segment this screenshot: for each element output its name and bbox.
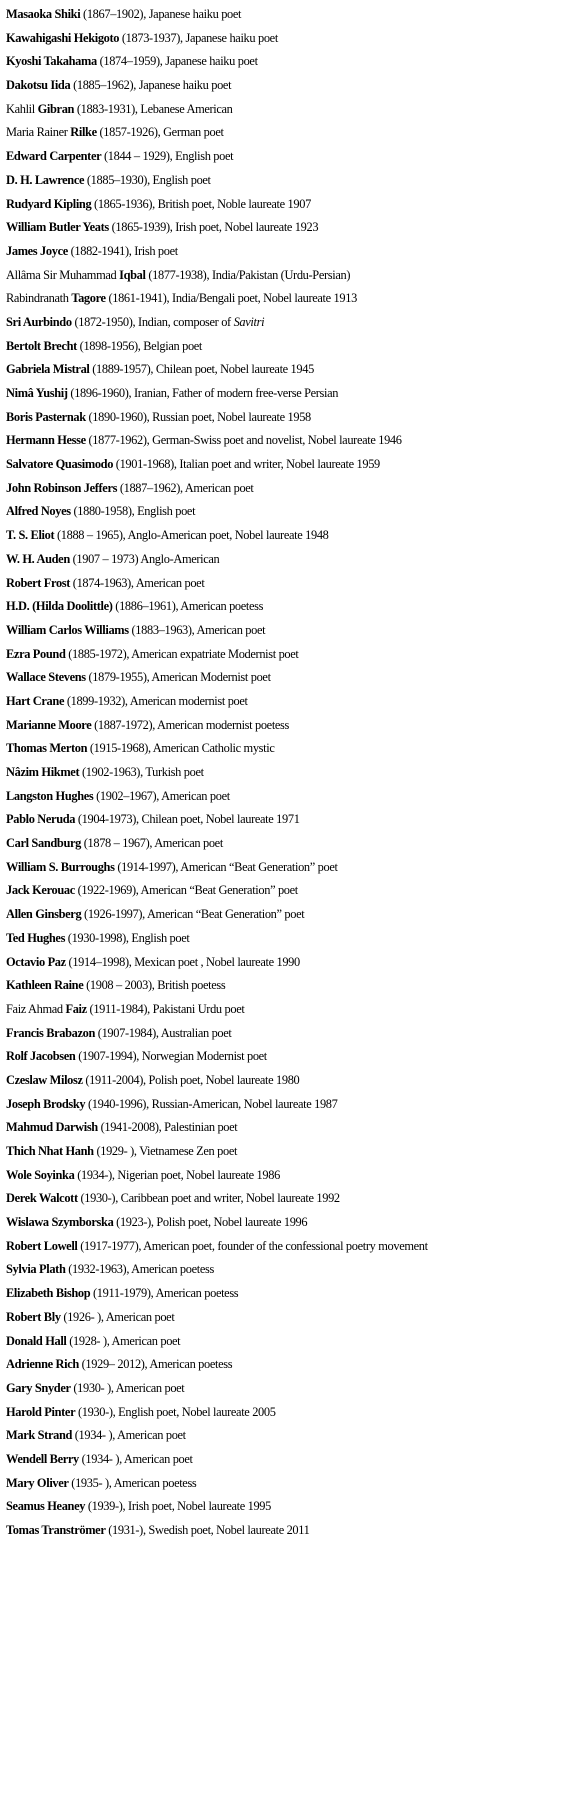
poet-description: (1861-1941), India/Bengali poet, Nobel laureate 1913	[105, 291, 357, 306]
poet-description: (1877-1962), German-Swiss poet and novelist, Nobel laureate 1946	[85, 433, 402, 448]
poet-description: (1908 – 2003), British poetess	[83, 978, 226, 993]
poet-name: Ezra Pound	[6, 646, 66, 661]
poet-entry	[6, 1306, 558, 1330]
poet-name: Wallace Stevens	[6, 670, 86, 685]
poet-description: (1887–1962), American poet	[117, 480, 254, 495]
poet-description: (1873-1937), Japanese haiku poet	[119, 30, 278, 45]
poet-entry	[6, 1045, 558, 1069]
poet-name: Kawahigashi Hekigoto	[6, 30, 120, 45]
poet-description: (1877-1938), India/Pakistan (Urdu-Persian)	[145, 267, 351, 282]
poet-entry	[6, 500, 558, 524]
poet-name: Langston Hughes	[6, 788, 94, 803]
poet-name: Gabriela Mistral	[6, 362, 90, 377]
poet-entry	[6, 1330, 558, 1354]
poet-name: Carl Sandburg	[6, 836, 81, 851]
poet-entry	[6, 690, 558, 714]
poet-given-name: Maria Rainer	[6, 125, 71, 140]
poet-description: (1915-1968), American Catholic mystic	[87, 741, 275, 756]
poet-entry	[6, 382, 558, 406]
poet-description: (1879-1955), American Modernist poet	[85, 670, 271, 685]
poet-description: (1889-1957), Chilean poet, Nobel laureate 1945	[89, 362, 314, 377]
poet-description: (1888 – 1965), Anglo-American poet, Nobel laureate 1948	[54, 528, 329, 543]
poet-name: Czeslaw Milosz	[6, 1072, 83, 1087]
poet-name: Joseph Brodsky	[6, 1096, 86, 1111]
poet-entry	[6, 27, 558, 51]
poet-entry	[6, 1164, 558, 1188]
poet-entry	[6, 1258, 558, 1282]
poet-given-name: Faiz Ahmad	[6, 1001, 66, 1016]
poet-name: D. H. Lawrence	[6, 172, 85, 187]
poet-name: Sri Aurbindo	[6, 314, 72, 329]
poet-name: Harold Pinter	[6, 1404, 76, 1419]
poet-name: Gary Snyder	[6, 1380, 71, 1395]
poet-description: (1902–1967), American poet	[93, 788, 230, 803]
poet-description: (1907-1994), Norwegian Modernist poet	[75, 1049, 267, 1064]
poet-entry	[6, 1424, 558, 1448]
poet-given-name: Rabindranath	[6, 291, 72, 306]
poet-description: (1917-1977), American poet, founder of the confessional poetry movement	[77, 1238, 428, 1253]
poet-entry	[6, 287, 558, 311]
poet-description: (1930- ), American poet	[70, 1380, 185, 1395]
poet-description: (1926- ), American poet	[60, 1309, 175, 1324]
poet-description: (1885–1962), Japanese haiku poet	[70, 78, 232, 93]
poet-description: (1872-1950), Indian, composer of	[71, 314, 234, 329]
poet-entry	[6, 453, 558, 477]
poet-name: Nâzim Hikmet	[6, 765, 80, 779]
poet-description: (1890-1960), Russian poet, Nobel laureate 1958	[85, 409, 311, 424]
poet-name: Rolf Jacobsen	[6, 1049, 76, 1064]
poet-description: (1901-1968), Italian poet and writer, Nobel laureate 1959	[113, 457, 380, 472]
poet-name: Thich Nhat Hanh	[6, 1144, 94, 1158]
poet-entry	[6, 169, 558, 193]
poet-description: (1940-1996), Russian-American, Nobel laureate 1987	[85, 1096, 338, 1111]
poet-description: (1930-1998), English poet	[65, 930, 190, 945]
poet-description: (1911-1979), American poetess	[90, 1286, 239, 1301]
poet-entry	[6, 264, 558, 288]
poet-description: (1885–1930), English poet	[84, 172, 211, 187]
poet-entry	[6, 477, 558, 501]
poet-entry	[6, 358, 558, 382]
poet-entry	[6, 311, 558, 335]
poet-description: (1914-1997), American “Beat Generation” poet	[114, 859, 338, 874]
poet-entry	[6, 832, 558, 856]
poet-description: (1922-1969), American “Beat Generation” poet	[74, 883, 298, 898]
poet-name: Alfred Noyes	[6, 504, 71, 519]
poet-name: Kathleen Raine	[6, 978, 84, 993]
poet-entry	[6, 808, 558, 832]
poet-entry	[6, 524, 558, 548]
poet-entry	[6, 1116, 558, 1140]
poet-entry	[6, 240, 558, 264]
poet-name: T. S. Eliot	[6, 528, 55, 543]
poet-entry	[6, 619, 558, 643]
poet-name: Salvatore Quasimodo	[6, 457, 114, 472]
poet-name: Gibran	[37, 101, 75, 116]
poet-description: (1904-1973), Chilean poet, Nobel laureate 1971	[75, 812, 300, 827]
poet-name: Masaoka Shiki	[6, 7, 81, 21]
poet-name: Jack Kerouac	[6, 883, 75, 898]
poet-description: (1902-1963), Turkish poet	[79, 765, 204, 779]
poet-entry	[6, 98, 558, 122]
poet-entry	[6, 216, 558, 240]
poet-name: Tagore	[71, 291, 106, 306]
poet-entry	[6, 595, 558, 619]
poet-entry	[6, 74, 558, 98]
poet-entry	[6, 951, 558, 975]
poet-name: Edward Carpenter	[6, 149, 102, 164]
poet-description: (1939-), Irish poet, Nobel laureate 1995	[85, 1499, 271, 1514]
poet-entry	[6, 998, 558, 1022]
poet-name: Derek Walcott	[6, 1191, 78, 1206]
poet-name: Sylvia Plath	[6, 1262, 66, 1277]
poet-description: (1923-), Polish poet, Nobel laureate 1996	[113, 1215, 308, 1230]
poet-given-name: Kahlil	[6, 101, 38, 116]
poet-description: (1941-2008), Palestinian poet	[97, 1120, 238, 1135]
poet-entry	[6, 1519, 558, 1543]
poet-name: Seamus Heaney	[6, 1499, 86, 1514]
poet-entry	[6, 974, 558, 998]
poet-entry	[6, 761, 558, 785]
poet-description: (1882-1941), Irish poet	[67, 243, 178, 258]
poet-name: Allen Ginsberg	[6, 907, 82, 922]
poet-description: (1883–1963), American poet	[128, 622, 266, 637]
poet-name: Elizabeth Bishop	[6, 1286, 91, 1301]
poet-entry	[6, 1282, 558, 1306]
poet-name: James Joyce	[6, 243, 68, 258]
poet-entry	[6, 1495, 558, 1519]
poet-name: Robert Lowell	[6, 1238, 78, 1253]
poet-description: (1887-1972), American modernist poetess	[91, 717, 290, 732]
poet-name: Robert Bly	[6, 1309, 61, 1324]
poet-entry	[6, 121, 558, 145]
poet-entry	[6, 1377, 558, 1401]
poet-name: Iqbal	[119, 267, 146, 282]
poet-entry	[6, 927, 558, 951]
poet-entry	[6, 1069, 558, 1093]
poet-entry	[6, 3, 558, 27]
poet-name: Mary Oliver	[6, 1475, 69, 1490]
poet-entry	[6, 1140, 558, 1164]
poet-description: (1930-), Caribbean poet and writer, Nobel laureate 1992	[77, 1191, 340, 1206]
poet-name: Bertolt Brecht	[6, 338, 77, 353]
poet-name: Thomas Merton	[6, 741, 88, 756]
poet-description: (1885-1972), American expatriate Modernist poet	[65, 646, 299, 661]
poet-entry	[6, 50, 558, 74]
poet-name: Hart Crane	[6, 693, 65, 708]
poet-entry	[6, 1187, 558, 1211]
poet-entry	[6, 1211, 558, 1235]
poet-description: (1883-1931), Lebanese American	[74, 101, 233, 116]
poet-entry	[6, 193, 558, 217]
poet-list	[6, 3, 558, 1543]
poet-name: Faiz	[65, 1001, 87, 1016]
poet-description: (1844 – 1929), English poet	[101, 149, 234, 164]
poet-description: (1934- ), American poet	[72, 1428, 186, 1443]
poet-entry	[6, 737, 558, 761]
poet-entry	[6, 903, 558, 927]
poet-description: (1878 – 1967), American poet	[80, 836, 223, 851]
poet-name: Marianne Moore	[6, 717, 92, 732]
poet-name: Adrienne Rich	[6, 1357, 79, 1372]
poet-description: (1932-1963), American poetess	[65, 1262, 214, 1277]
poet-name: Tomas Tranströmer	[6, 1523, 106, 1537]
poet-name: Nimâ Yushij	[6, 386, 68, 400]
poet-description: (1867–1902), Japanese haiku poet	[80, 7, 242, 21]
poet-entry	[6, 643, 558, 667]
poet-entry	[6, 572, 558, 596]
poet-description: (1896-1960), Iranian, Father of modern free-verse Persian	[67, 386, 339, 400]
poet-description: (1930-), English poet, Nobel laureate 2005	[75, 1404, 276, 1419]
poet-entry	[6, 714, 558, 738]
poet-entry	[6, 1353, 558, 1377]
poet-description: (1934- ), American poet	[78, 1451, 193, 1466]
poet-name: W. H. Auden	[6, 551, 70, 566]
poet-name: Octavio Paz	[6, 954, 66, 969]
poet-entry	[6, 1235, 558, 1259]
poet-description: (1857-1926), German poet	[96, 125, 224, 140]
poet-entry	[6, 1448, 558, 1472]
poet-entry	[6, 1401, 558, 1425]
poet-entry	[6, 879, 558, 903]
poet-description: (1911-1984), Pakistani Urdu poet	[86, 1001, 245, 1016]
poet-description: (1914–1998), Mexican poet , Nobel laureate 1990	[65, 954, 300, 969]
poet-entry	[6, 145, 558, 169]
poet-name: Wislawa Szymborska	[6, 1215, 114, 1230]
poet-name: Wole Soyinka	[6, 1167, 75, 1182]
poet-description: (1929– 2012), American poetess	[78, 1357, 233, 1372]
poet-description: (1928- ), American poet	[66, 1333, 181, 1348]
poet-entry	[6, 856, 558, 880]
poet-description: (1931-), Swedish poet, Nobel laureate 2011	[105, 1523, 310, 1537]
poet-description: (1907-1984), Australian poet	[95, 1025, 232, 1040]
poet-name: Hermann Hesse	[6, 433, 86, 448]
poet-entry	[6, 1022, 558, 1046]
poet-name: John Robinson Jeffers	[6, 480, 118, 495]
poet-entry	[6, 335, 558, 359]
poet-description: (1898-1956), Belgian poet	[76, 338, 203, 353]
poet-name: William Carlos Williams	[6, 622, 129, 637]
poet-name: Ted Hughes	[6, 930, 66, 945]
poet-entry	[6, 548, 558, 572]
poet-description: (1874-1963), American poet	[70, 575, 205, 590]
poet-given-name: Allâma Sir Muhammad	[6, 267, 120, 282]
poet-name: Mahmud Darwish	[6, 1120, 98, 1135]
poet-work-title: Savitri	[233, 314, 265, 329]
poet-name: Wendell Berry	[6, 1451, 79, 1466]
poet-description: (1874–1959), Japanese haiku poet	[96, 54, 258, 69]
poet-name: Boris Pasternak	[6, 409, 86, 424]
poet-description: (1865-1936), British poet, Noble laureate 1907	[91, 196, 311, 211]
poet-name: Mark Strand	[6, 1428, 73, 1443]
poet-description: (1929- ), Vietnamese Zen poet	[93, 1144, 238, 1158]
poet-name: H.D. (Hilda Doolittle)	[6, 599, 113, 614]
poet-name: Dakotsu Iida	[6, 78, 71, 93]
poet-entry	[6, 666, 558, 690]
poet-description: (1907 – 1973) Anglo-American	[69, 551, 220, 566]
poet-description: (1935- ), American poetess	[68, 1475, 197, 1490]
poet-name: William S. Burroughs	[6, 859, 115, 874]
poet-entry	[6, 429, 558, 453]
poet-entry	[6, 1093, 558, 1117]
poet-name: Francis Brabazon	[6, 1025, 96, 1040]
poet-name: Pablo Neruda	[6, 812, 76, 827]
poet-name: Donald Hall	[6, 1333, 67, 1348]
poet-description: (1926-1997), American “Beat Generation” poet	[81, 907, 305, 922]
poet-description: (1934-), Nigerian poet, Nobel laureate 1986	[74, 1167, 280, 1182]
poet-description: (1865-1939), Irish poet, Nobel laureate 1923	[108, 220, 319, 235]
poet-description: (1886–1961), American poetess	[112, 599, 264, 614]
poet-description: (1899-1932), American modernist poet	[64, 693, 248, 708]
poet-name: Kyoshi Takahama	[6, 54, 97, 69]
poet-entry	[6, 406, 558, 430]
poet-description: (1911-2004), Polish poet, Nobel laureate 1980	[82, 1072, 300, 1087]
poet-description: (1880-1958), English poet	[70, 504, 196, 519]
poet-name: Rilke	[70, 125, 97, 140]
poet-entry	[6, 785, 558, 809]
poet-entry	[6, 1472, 558, 1496]
poet-name: Rudyard Kipling	[6, 196, 92, 211]
poet-name: William Butler Yeats	[6, 220, 109, 235]
poet-name: Robert Frost	[6, 575, 71, 590]
